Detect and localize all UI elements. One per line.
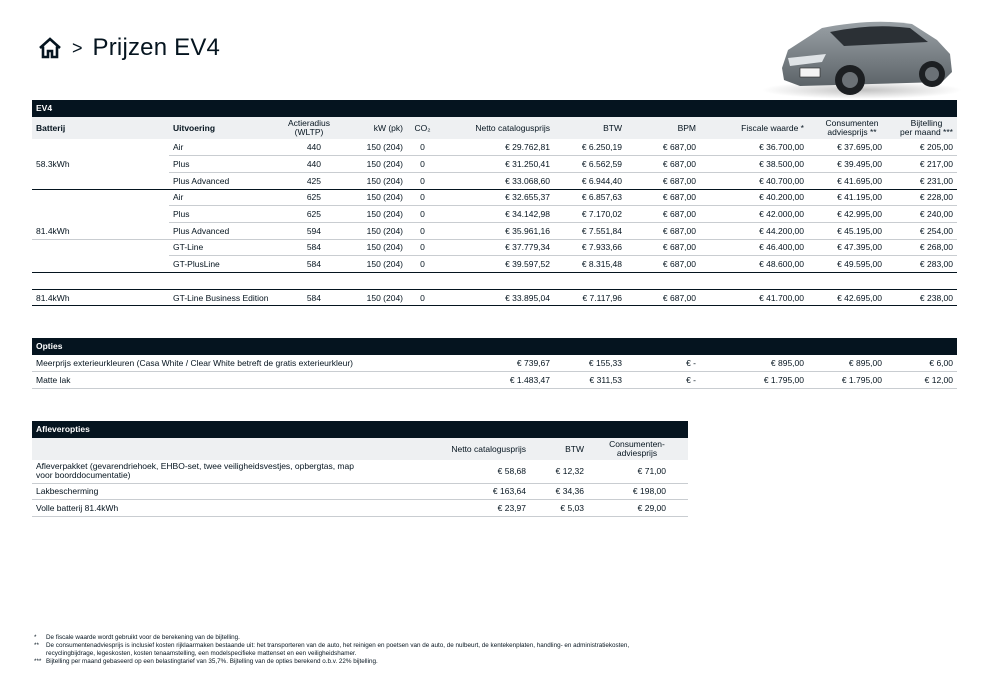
cell-netto: € 739,67 xyxy=(438,355,554,372)
cell-actieradius: 584 xyxy=(277,239,341,256)
cell-kw: 150 (204) xyxy=(341,256,407,273)
spacer-cell xyxy=(716,273,808,290)
cell-kw: 150 (204) xyxy=(341,139,407,156)
cell-batterij xyxy=(32,239,169,256)
footnote xyxy=(34,642,634,658)
col-netto: Netto catalogusprijs xyxy=(475,123,550,133)
cell-uitvoering: Plus xyxy=(169,156,277,173)
cell-actieradius: 584 xyxy=(277,289,341,306)
cell-batterij xyxy=(32,139,169,156)
cell-netto: € 34.142,98 xyxy=(438,206,554,223)
ev4-price-table xyxy=(32,117,957,306)
cell-netto: € 31.250,41 xyxy=(438,156,554,173)
col-uitvoering: Uitvoering xyxy=(173,123,216,133)
cell-fiscale: € 44.200,00 xyxy=(716,222,808,239)
table-row xyxy=(32,189,957,206)
cell-btw: € 5,03 xyxy=(530,500,596,517)
cell-uitvoering: Air xyxy=(169,139,277,156)
table-row xyxy=(32,500,688,517)
cell-consumenten: € 198,00 xyxy=(596,483,688,500)
cell-netto: € 37.779,34 xyxy=(438,239,554,256)
cell-btw: € 155,33 xyxy=(554,355,636,372)
spacer-cell xyxy=(407,273,438,290)
cell-actieradius: 584 xyxy=(277,256,341,273)
cell-kw: 150 (204) xyxy=(341,189,407,206)
cell-label: Volle batterij 81.4kWh xyxy=(32,500,406,517)
col-actieradius-line2: (WLTP) xyxy=(294,127,324,137)
table-row xyxy=(32,256,957,273)
spacer-row xyxy=(32,273,957,290)
spacer-cell xyxy=(438,273,554,290)
col-bijtelling xyxy=(896,117,957,139)
footnote xyxy=(34,634,634,642)
cell-co2: 0 xyxy=(407,256,438,273)
table-row xyxy=(32,206,957,223)
table-row xyxy=(32,372,957,389)
footnotes xyxy=(34,634,634,666)
col-btw: BTW xyxy=(565,444,584,454)
cell-netto: € 35.961,16 xyxy=(438,222,554,239)
cell-uitvoering: GT-PlusLine xyxy=(169,256,277,273)
cell-actieradius: 440 xyxy=(277,139,341,156)
cell-co2: 0 xyxy=(407,189,438,206)
cell-netto: € 32.655,37 xyxy=(438,189,554,206)
cell-label: Afleverpakket (gevarendriehoek, EHBO-set, twee veiligheidsvestjes, opbergtas, map voor boorddocumentatie) xyxy=(32,460,406,483)
cell-consumenten: € 895,00 xyxy=(808,355,896,372)
cell-bpm: € - xyxy=(636,372,716,389)
car-image xyxy=(752,10,967,102)
table-row xyxy=(32,460,688,483)
cell-btw: € 6.250,19 xyxy=(554,139,636,156)
cell-btw: € 311,53 xyxy=(554,372,636,389)
spacer-cell xyxy=(341,273,407,290)
table-row xyxy=(32,222,957,239)
table-row xyxy=(32,483,688,500)
table-row xyxy=(32,172,957,189)
cell-co2: 0 xyxy=(407,222,438,239)
spacer-cell xyxy=(169,273,277,290)
cell-consumenten: € 29,00 xyxy=(596,500,688,517)
cell-bpm: € 687,00 xyxy=(636,239,716,256)
cell-co2: 0 xyxy=(407,156,438,173)
cell-fiscale: € 48.600,00 xyxy=(716,256,808,273)
cell-btw: € 7.117,96 xyxy=(554,289,636,306)
col-batterij: Batterij xyxy=(36,123,66,133)
cell-uitvoering: Plus Advanced xyxy=(169,172,277,189)
cell-batterij: 58.3kWh xyxy=(36,159,70,170)
footnote-mark: *** xyxy=(34,658,42,665)
cell-label: Meerprijs exterieurkleuren (Casa White / Clear White betreft de gratis exterieurkleur) xyxy=(32,355,438,372)
cell-netto: € 29.762,81 xyxy=(438,139,554,156)
page-header xyxy=(38,34,220,62)
cell-consumenten: € 41.695,00 xyxy=(808,172,896,189)
afleveropties-table xyxy=(32,438,688,517)
col-actieradius xyxy=(277,117,341,139)
afleveropties-section-title: Afleveropties xyxy=(32,421,688,438)
cell-bijtelling: € 283,00 xyxy=(896,256,957,273)
cell-label: Lakbescherming xyxy=(32,483,406,500)
col-fiscale: Fiscale waarde * xyxy=(741,123,804,133)
cell-fiscale: € 42.000,00 xyxy=(716,206,808,223)
cell-batterij xyxy=(32,256,169,273)
spacer-cell xyxy=(32,273,169,290)
cell-co2: 0 xyxy=(407,289,438,306)
cell-consumenten: € 71,00 xyxy=(596,460,688,483)
cell-bijtelling: € 6,00 xyxy=(896,355,957,372)
cell-btw: € 7.170,02 xyxy=(554,206,636,223)
cell-netto: € 39.597,52 xyxy=(438,256,554,273)
col-consumenten-line1: Consumenten xyxy=(825,118,879,128)
cell-fiscale: € 1.795,00 xyxy=(716,372,808,389)
cell-actieradius: 440 xyxy=(277,156,341,173)
cell-btw: € 6.562,59 xyxy=(554,156,636,173)
breadcrumb-separator: > xyxy=(72,38,83,58)
col-kw: kW (pk) xyxy=(373,123,403,133)
spacer-cell xyxy=(636,273,716,290)
cell-consumenten: € 49.595,00 xyxy=(808,256,896,273)
cell-fiscale: € 41.700,00 xyxy=(716,289,808,306)
spacer-cell xyxy=(554,273,636,290)
cell-btw: € 7.551,84 xyxy=(554,222,636,239)
cell-bpm: € 687,00 xyxy=(636,222,716,239)
cell-actieradius: 625 xyxy=(277,206,341,223)
spacer-cell xyxy=(808,273,896,290)
col-bijtelling-line1: Bijtelling xyxy=(910,118,943,128)
cell-bijtelling: € 205,00 xyxy=(896,139,957,156)
col-netto: Netto catalogusprijs xyxy=(451,444,526,454)
cell-bpm: € 687,00 xyxy=(636,139,716,156)
cell-netto: € 23,97 xyxy=(406,500,530,517)
cell-uitvoering: Plus xyxy=(169,206,277,223)
cell-bijtelling: € 228,00 xyxy=(896,189,957,206)
afleveropties-header-row xyxy=(32,438,688,460)
cell-actieradius: 625 xyxy=(277,189,341,206)
cell-netto: € 33.895,04 xyxy=(438,289,554,306)
cell-batterij: 81.4kWh xyxy=(32,289,169,306)
cell-bpm: € - xyxy=(636,355,716,372)
cell-consumenten: € 39.495,00 xyxy=(808,156,896,173)
cell-co2: 0 xyxy=(407,239,438,256)
cell-fiscale: € 46.400,00 xyxy=(716,239,808,256)
cell-bpm: € 687,00 xyxy=(636,189,716,206)
cell-netto: € 58,68 xyxy=(406,460,530,483)
cell-bpm: € 687,00 xyxy=(636,156,716,173)
cell-actieradius: 594 xyxy=(277,222,341,239)
cell-fiscale: € 895,00 xyxy=(716,355,808,372)
cell-bijtelling: € 238,00 xyxy=(896,289,957,306)
cell-batterij xyxy=(32,172,169,189)
cell-netto: € 163,64 xyxy=(406,483,530,500)
cell-kw: 150 (204) xyxy=(341,289,407,306)
cell-kw: 150 (204) xyxy=(341,156,407,173)
spacer-cell xyxy=(277,273,341,290)
cell-bijtelling: € 12,00 xyxy=(896,372,957,389)
cell-uitvoering: Air xyxy=(169,189,277,206)
col-consumenten-line2: adviesprijs ** xyxy=(827,127,877,137)
home-icon[interactable] xyxy=(38,37,62,59)
opties-section-title: Opties xyxy=(32,338,957,355)
ev4-header-row xyxy=(32,117,957,139)
cell-consumenten: € 1.795,00 xyxy=(808,372,896,389)
cell-uitvoering: GT-Line xyxy=(169,239,277,256)
cell-uitvoering: GT-Line Business Edition xyxy=(169,289,277,306)
cell-btw: € 6.857,63 xyxy=(554,189,636,206)
cell-btw: € 12,32 xyxy=(530,460,596,483)
cell-fiscale: € 36.700,00 xyxy=(716,139,808,156)
cell-batterij: 81.4kWh xyxy=(32,222,169,239)
cell-netto: € 33.068,60 xyxy=(438,172,554,189)
page-title: Prijzen EV4 xyxy=(92,34,221,61)
spacer-cell xyxy=(896,273,957,290)
cell-co2: 0 xyxy=(407,172,438,189)
cell-bpm: € 687,00 xyxy=(636,289,716,306)
cell-bijtelling: € 240,00 xyxy=(896,206,957,223)
table-row xyxy=(32,355,957,372)
cell-btw: € 8.315,48 xyxy=(554,256,636,273)
cell-consumenten: € 47.395,00 xyxy=(808,239,896,256)
cell-co2: 0 xyxy=(407,139,438,156)
cell-kw: 150 (204) xyxy=(341,206,407,223)
cell-bpm: € 687,00 xyxy=(636,256,716,273)
footnote-text: De fiscale waarde wordt gebruikt voor de berekening van de bijtelling. xyxy=(46,634,240,641)
ev4-section-title: EV4 xyxy=(32,100,957,117)
cell-btw: € 6.944,40 xyxy=(554,172,636,189)
col-btw: BTW xyxy=(603,123,622,133)
footnote-text: De consumentenadviesprijs is inclusief kosten rijklaarmaken bestaande uit: het transporteren van de auto, het reinigen en poetsen van de auto, de nulbeurt, de kentekenplaten, handling- en administratiekosten, recyclingbijdrage, legeskosten, kosten tenaamstelling, een modelspecifieke mattenset en een veiligheidshamer. xyxy=(46,642,630,657)
cell-label: Matte lak xyxy=(32,372,438,389)
col-actieradius-line1: Actieradius xyxy=(287,118,331,128)
col-co2: CO₂ xyxy=(414,123,431,133)
cell-fiscale: € 38.500,00 xyxy=(716,156,808,173)
cell-btw: € 34,36 xyxy=(530,483,596,500)
cell-uitvoering: Plus Advanced xyxy=(169,222,277,239)
col-bpm: BPM xyxy=(677,123,696,133)
col-omschrijving xyxy=(32,438,406,460)
cell-netto: € 1.483,47 xyxy=(438,372,554,389)
table-row xyxy=(32,239,957,256)
cell-bijtelling: € 217,00 xyxy=(896,156,957,173)
cell-consumenten: € 41.195,00 xyxy=(808,189,896,206)
col-consumenten xyxy=(596,438,688,460)
cell-actieradius: 425 xyxy=(277,172,341,189)
footnote xyxy=(34,658,634,666)
table-row xyxy=(32,289,957,306)
cell-kw: 150 (204) xyxy=(341,239,407,256)
cell-kw: 150 (204) xyxy=(341,172,407,189)
opties-table xyxy=(32,355,957,389)
cell-bpm: € 687,00 xyxy=(636,206,716,223)
table-row xyxy=(32,139,957,156)
cell-kw: 150 (204) xyxy=(341,222,407,239)
cell-consumenten: € 42.995,00 xyxy=(808,206,896,223)
cell-bijtelling: € 231,00 xyxy=(896,172,957,189)
cell-bijtelling: € 268,00 xyxy=(896,239,957,256)
table-row xyxy=(32,156,957,173)
cell-batterij xyxy=(32,189,169,206)
col-consumenten-line1: Consumenten- xyxy=(609,439,665,449)
footnote-mark: * xyxy=(34,634,37,641)
cell-bpm: € 687,00 xyxy=(636,172,716,189)
footnote-mark: ** xyxy=(34,642,39,649)
col-consumenten xyxy=(808,117,896,139)
cell-fiscale: € 40.200,00 xyxy=(716,189,808,206)
footnote-text: Bijtelling per maand gebaseerd op een belastingtarief van 35,7%. Bijtelling van de opties berekend o.b.v. 22% bijtelling. xyxy=(46,658,378,665)
cell-batterij xyxy=(32,206,169,223)
cell-consumenten: € 42.695,00 xyxy=(808,289,896,306)
cell-btw: € 7.933,66 xyxy=(554,239,636,256)
cell-fiscale: € 40.700,00 xyxy=(716,172,808,189)
col-consumenten-line2: adviesprijs xyxy=(616,448,658,458)
col-bijtelling-line2: per maand *** xyxy=(900,127,953,137)
cell-co2: 0 xyxy=(407,206,438,223)
cell-bijtelling: € 254,00 xyxy=(896,222,957,239)
cell-consumenten: € 45.195,00 xyxy=(808,222,896,239)
cell-consumenten: € 37.695,00 xyxy=(808,139,896,156)
